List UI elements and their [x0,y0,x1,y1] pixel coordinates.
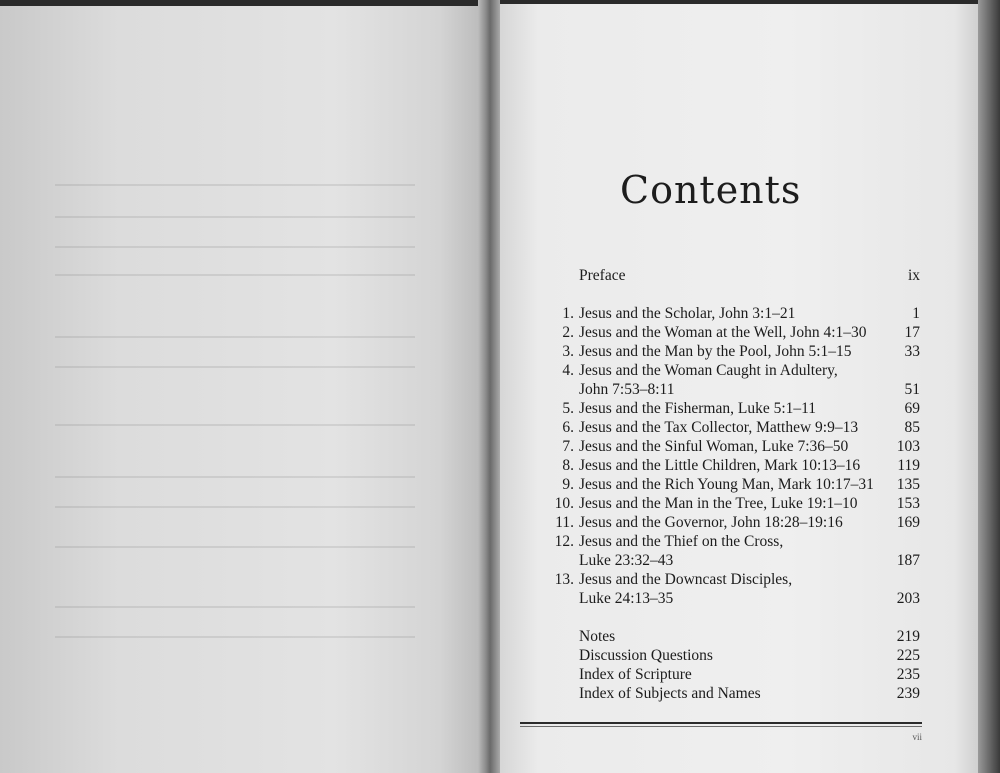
toc-chapter-number: 1. [562,305,574,322]
toc-chapter-page: 153 [896,495,920,512]
toc-chapter-number: 4. [562,362,574,379]
toc-chapter-title: Jesus and the Sinful Woman, Luke 7:36–50 [579,438,849,455]
toc-back-matter-label: Notes [579,628,616,645]
toc-chapter-number: 10. [554,495,574,512]
toc-chapter-title: Jesus and the Governor, John 18:28–19:16 [579,514,843,531]
toc-preface-label: Preface [579,267,626,284]
toc-chapter-title: Luke 24:13–35 [579,590,674,607]
folio-page-number: vii [912,732,922,742]
toc-chapter-page: 119 [897,457,920,474]
toc-chapter-title: Jesus and the Fisherman, Luke 5:1–11 [579,400,817,417]
toc-chapter-page: 51 [904,381,920,398]
toc-chapter-title: Jesus and the Rich Young Man, Mark 10:17–31 [579,476,874,493]
toc-chapter-page: 103 [896,438,920,455]
toc-chapter-title: Jesus and the Woman Caught in Adultery, [579,362,838,379]
toc-chapter-title: Jesus and the Man by the Pool, John 5:1–15 [579,343,852,360]
page-title: Contents [620,168,802,212]
toc-back-matter-page: 225 [896,647,920,664]
toc-chapter-page: 33 [904,343,920,360]
toc-chapter-title: Luke 23:32–43 [579,552,674,569]
toc-back-matter-label: Index of Scripture [579,666,692,683]
toc-chapter-title: Jesus and the Downcast Disciples, [579,571,793,588]
toc-chapter-number: 7. [562,438,574,455]
toc-back-matter-label: Index of Subjects and Names [579,685,761,702]
toc-chapter-page: 187 [896,552,920,569]
toc-chapter-number: 13. [554,571,574,588]
toc-chapter-number: 6. [562,419,574,436]
toc-chapter-number: 12. [554,533,574,550]
toc-chapter-title: Jesus and the Thief on the Cross, [579,533,784,550]
toc-back-matter-page: 219 [896,628,920,645]
toc-preface-page: ix [907,267,920,284]
toc-chapter-number: 8. [562,457,574,474]
toc-chapter-number: 11. [555,514,574,531]
toc-chapter-page: 85 [904,419,920,436]
toc-chapter-title: Jesus and the Tax Collector, Matthew 9:9–13 [579,419,859,436]
toc-back-matter-page: 235 [896,666,920,683]
toc-chapter-number: 3. [562,343,574,360]
footer-rule-thin [520,726,922,727]
toc-chapter-page: 169 [896,514,920,531]
toc-back-matter-label: Discussion Questions [579,647,713,664]
toc-chapter-number: 5. [562,400,574,417]
toc-chapter-number: 9. [562,476,574,493]
toc-chapter-page: 69 [904,400,920,417]
toc-chapter-number: 2. [562,324,574,341]
toc-chapter-page: 17 [904,324,920,341]
toc-chapter-title: Jesus and the Little Children, Mark 10:13–16 [579,457,861,474]
toc-chapter-page: 203 [896,590,920,607]
toc-chapter-title: Jesus and the Woman at the Well, John 4:1–30 [579,324,867,341]
toc-chapter-title: Jesus and the Scholar, John 3:1–21 [579,305,796,322]
toc-chapter-page: 1 [912,305,920,322]
toc-back-matter-page: 239 [896,685,920,702]
footer-rule [520,722,922,724]
toc-chapter-title: John 7:53–8:11 [579,381,675,398]
toc-chapter-page: 135 [896,476,920,493]
toc-chapter-title: Jesus and the Man in the Tree, Luke 19:1–10 [579,495,858,512]
